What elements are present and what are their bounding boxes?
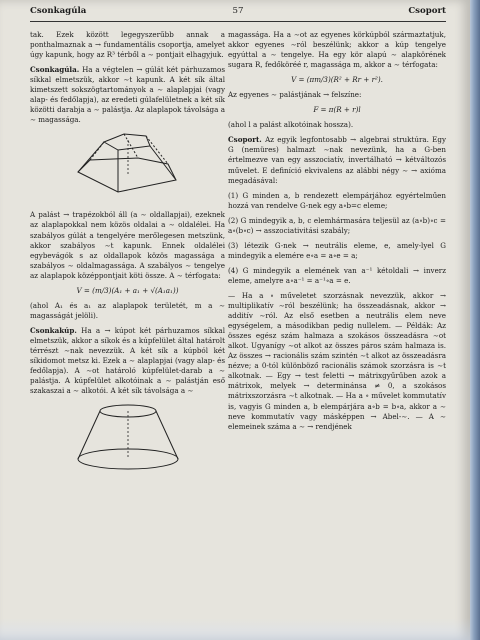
left-column [30, 30, 225, 479]
entry-csonkakup [30, 326, 225, 396]
paragraph-examples: — Ha a ∘ műveletet szorzásnak nevezzük, akkor → multiplikatív ∼ról beszélünk; ha összeadásnak, akkor → additív ∼ról. Az első esetben a neutrális elem neve egységelem, a másodikban pedig nullelem. — Példák: Az összes egész szám halmaza a szokásos összeadásra ∼ot alkot. Ugyanígy ∼ot alkot az összes páros szám halmaza is. Az összes → racionális szám szintén ∼t alkot az összeadásra nézve; a 0-tól különböző racionális számok szorzásra is ∼t alkotnak. — Egy → test feletti → mátrixgyűrűben azok a mátrixok, melyek → determinánsa ≠ 0, a szokásos mátrixszorzásra ∼t alkotnak. — Ha a ∘ művelet kommutatív is, vagyis G minden a, b elempárjára a∘b = b∘a, akkor a ∼ neve kommutatív vagy másképpen → Abel-∼. — A ∼ elemeinek száma a ∼ → rendjének [228, 290, 446, 431]
entry-head: Csonkakúp. [30, 325, 77, 335]
axiom-4: (4) G mindegyik a elemének van a⁻¹ kétoldali → inverz eleme, amelyre a∘a⁻¹ = a⁻¹∘a = e. [228, 265, 446, 285]
book-spine [470, 0, 480, 640]
entry-text: Az egyik legfontosabb → algebrai struktúra. Egy G (nemüres) halmazt ∼nak nevezünk, ha a G-ben értelmezve van egy asszociatív, invertálható → kétváltozós művelet. E definíció ekvivalens az alábbi négy ∼ → axióma megadásával: [228, 135, 446, 185]
page-number: 57 [232, 6, 244, 16]
axiom-3: (3) létezik G-nek → neutrális eleme, e, amely-lyel G mindegyik a elemére e∘a = a∘e = a; [228, 240, 446, 260]
paragraph-surface: Az egyenes ∼ palástjának → felszíne: [228, 90, 362, 100]
paragraph-intro: tak. Ezek között legegyszerűbb annak a ponthalmaznak a → fundamentális csoportja, amelyet úgy kapunk, hogy az R³ térből a ∼ pontjait elhagyjuk. [30, 30, 225, 60]
paragraph-surface-note: (ahol l a palást alkotóinak hossza). [228, 120, 354, 130]
entry-csoport [228, 135, 446, 185]
truncated-cone-figure [68, 401, 188, 473]
paragraph-trapezoids: A palást → trapézokból áll (a ∼ oldallapjai), ezeknek az alaplapokkal nem közös oldalai a ∼ oldalélei. Ha szabályos gúlát a tengelyére merőlegesen metszünk, akkor szabályos ∼t kapunk. Ennek oldalélei egybevágók s az oldallapok közös magassága a szabályos ∼ oldalmagassága. A szabályos ∼ tengelye az alaplapok középpontjait köti össze. A ∼ térfogata: [30, 210, 225, 280]
axiom-1: (1) G minden a, b rendezett elempárjához egyértelműen hozzá van rendelve G-nek egy a∘b=c eleme; [228, 190, 446, 210]
header-right-term: Csoport [408, 6, 446, 16]
volume-formula: V = (m/3)(A₁ + a₁ + √(A₁a₁)) [76, 285, 179, 295]
entry-text: Ha a végtelen → gúlát két párhuzamos síkkal elmetszük, akkor ∼t kapunk. A két sík által kimetszett sokszögtartományok a ∼ alaplapjai (vagy alap- és fedőlapja), az eredeti gúlafelületnek a két sík közötti darabja a ∼ palástja. Az alaplapok távolsága a ∼ magassága. [30, 65, 225, 125]
bottom-glare [0, 618, 470, 640]
header-rule [30, 21, 446, 22]
paragraph-where: (ahol A₁ és a₁ az alaplapok területét, m a ∼ magasságát jelöli). [30, 300, 225, 320]
header-left-term: Csonkagúla [30, 6, 87, 16]
entry-csonkagula [30, 65, 225, 125]
truncated-pyramid-figure [68, 130, 188, 204]
entry-head: Csonkagúla. [30, 65, 80, 75]
cone-volume-formula: V = (πm/3)(R² + Rr + r²). [291, 75, 383, 85]
page-header [30, 6, 446, 22]
entry-head: Csoport. [228, 135, 262, 145]
axiom-2: (2) G mindegyik a, b, c elemhármasára teljesül az (a∘b)∘c = a∘(b∘c) → asszociativitási szabály; [228, 215, 446, 235]
right-column [228, 30, 446, 437]
surface-formula: F = π(R + r)l [313, 105, 361, 115]
paragraph-height: magassága. Ha a ∼ot az egyenes körkúpból származtatjuk, akkor egyenes ∼ról beszélünk; akkor a kúp tengelye egyúttal a ∼ tengelye. Ha egy kör alapú ∼ alapkörének sugara R, fedőköréé r, magassága m, akkor a ∼ térfogata: [228, 30, 446, 70]
entry-text: Ha a → kúpot két párhuzamos síkkal elmetszük, akkor a síkok és a kúpfelület által határolt térrészt ∼nak nevezzük. A két sík a kúpból két síkidomot metsz ki. Ezek a ∼ alaplapjai (vagy alap- és fedőlapja). A ∼ot határoló kúpfelület-darab a ∼ palástja. A kúpfelület alkotóinak a ∼ palástján eső szakaszai a ∼ alkotói. A két sík távolsága a ∼ [30, 325, 225, 396]
